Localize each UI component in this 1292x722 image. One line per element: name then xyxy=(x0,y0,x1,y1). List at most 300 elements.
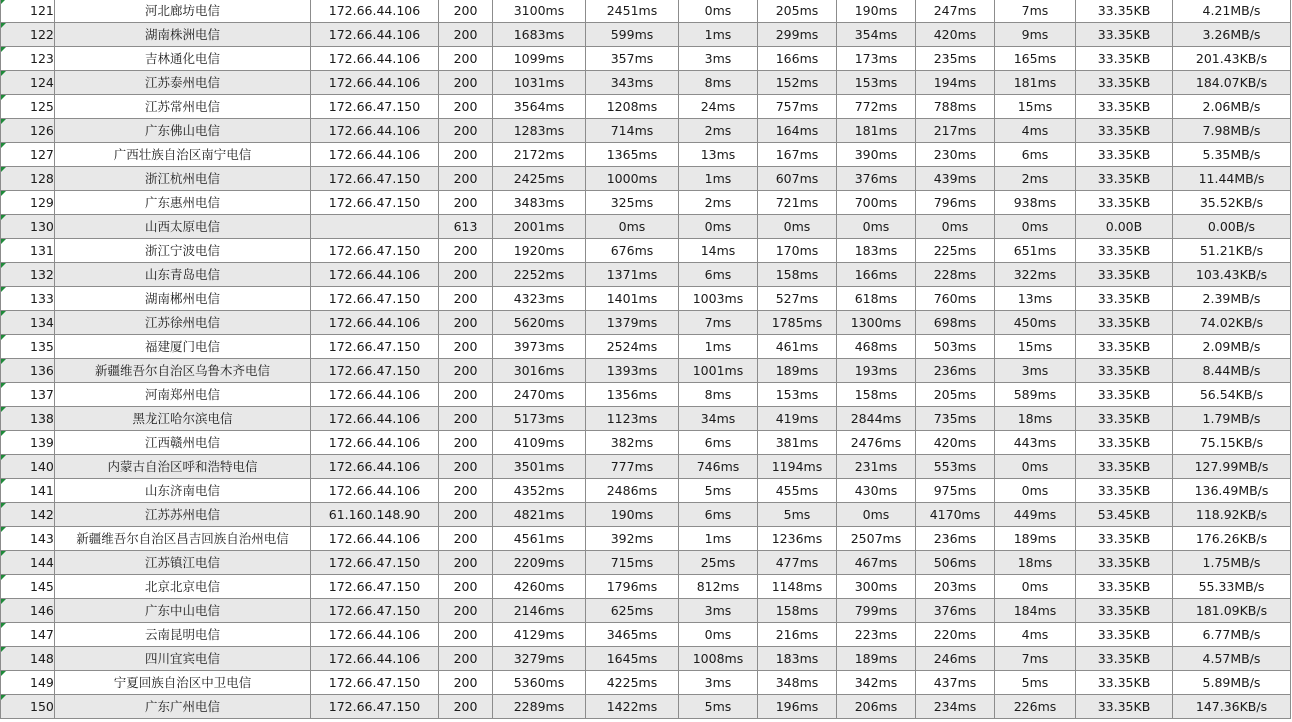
node-name-cell: 内蒙古自治区呼和浩特电信 xyxy=(55,455,311,479)
first-byte-time-cell: 2844ms xyxy=(837,407,916,431)
total-time-cell: 4352ms xyxy=(493,479,586,503)
size-cell: 33.35KB xyxy=(1076,359,1173,383)
time-cell-b: 7ms xyxy=(995,647,1076,671)
size-cell: 33.35KB xyxy=(1076,407,1173,431)
table-row[interactable] xyxy=(1,575,1291,599)
download-time-cell: 477ms xyxy=(758,551,837,575)
total-time-cell: 4129ms xyxy=(493,623,586,647)
node-name-cell: 广西壮族自治区南宁电信 xyxy=(55,143,311,167)
row-number-cell: 123 xyxy=(1,47,55,71)
row-number-cell: 131 xyxy=(1,239,55,263)
status-code-cell: 200 xyxy=(439,263,493,287)
resolve-time-cell: 1401ms xyxy=(586,287,679,311)
ip-address-cell: 172.66.44.106 xyxy=(311,623,439,647)
resolve-time-cell: 1000ms xyxy=(586,167,679,191)
connect-time-cell: 6ms xyxy=(679,503,758,527)
table-row[interactable] xyxy=(1,263,1291,287)
row-number-cell: 132 xyxy=(1,263,55,287)
resolve-time-cell: 2451ms xyxy=(586,0,679,23)
node-name-cell: 山东青岛电信 xyxy=(55,263,311,287)
ip-address-cell: 172.66.44.106 xyxy=(311,311,439,335)
status-code-cell: 200 xyxy=(439,479,493,503)
row-number-cell: 121 xyxy=(1,0,55,23)
node-name-cell: 吉林通化电信 xyxy=(55,47,311,71)
time-cell-b: 3ms xyxy=(995,359,1076,383)
total-time-cell: 5360ms xyxy=(493,671,586,695)
connect-time-cell: 6ms xyxy=(679,431,758,455)
table-row[interactable] xyxy=(1,215,1291,239)
status-code-cell: 200 xyxy=(439,383,493,407)
table-row[interactable] xyxy=(1,119,1291,143)
total-time-cell: 4260ms xyxy=(493,575,586,599)
node-name-cell: 湖南株洲电信 xyxy=(55,23,311,47)
total-time-cell: 3279ms xyxy=(493,647,586,671)
connect-time-cell: 34ms xyxy=(679,407,758,431)
table-row[interactable] xyxy=(1,671,1291,695)
resolve-time-cell: 343ms xyxy=(586,71,679,95)
time-cell-a: 4170ms xyxy=(916,503,995,527)
time-cell-b: 9ms xyxy=(995,23,1076,47)
speed-cell: 1.79MB/s xyxy=(1173,407,1291,431)
time-cell-b: 184ms xyxy=(995,599,1076,623)
total-time-cell: 4821ms xyxy=(493,503,586,527)
connect-time-cell: 0ms xyxy=(679,0,758,23)
status-code-cell: 200 xyxy=(439,23,493,47)
speed-cell: 8.44MB/s xyxy=(1173,359,1291,383)
table-row[interactable] xyxy=(1,695,1291,719)
ip-address-cell: 172.66.44.106 xyxy=(311,119,439,143)
table-row[interactable] xyxy=(1,359,1291,383)
download-time-cell: 721ms xyxy=(758,191,837,215)
download-time-cell: 166ms xyxy=(758,47,837,71)
total-time-cell: 2289ms xyxy=(493,695,586,719)
table-row[interactable] xyxy=(1,95,1291,119)
connect-time-cell: 5ms xyxy=(679,695,758,719)
node-name-cell: 四川宜宾电信 xyxy=(55,647,311,671)
connect-time-cell: 6ms xyxy=(679,263,758,287)
status-code-cell: 200 xyxy=(439,623,493,647)
download-time-cell: 158ms xyxy=(758,263,837,287)
table-row[interactable] xyxy=(1,287,1291,311)
status-code-cell: 200 xyxy=(439,287,493,311)
resolve-time-cell: 357ms xyxy=(586,47,679,71)
connect-time-cell: 0ms xyxy=(679,623,758,647)
time-cell-a: 788ms xyxy=(916,95,995,119)
size-cell: 33.35KB xyxy=(1076,167,1173,191)
time-cell-a: 796ms xyxy=(916,191,995,215)
row-number-cell: 140 xyxy=(1,455,55,479)
ip-address-cell: 172.66.44.106 xyxy=(311,47,439,71)
first-byte-time-cell: 0ms xyxy=(837,215,916,239)
speed-cell: 1.75MB/s xyxy=(1173,551,1291,575)
speed-cell: 5.35MB/s xyxy=(1173,143,1291,167)
time-cell-b: 15ms xyxy=(995,335,1076,359)
time-cell-b: 938ms xyxy=(995,191,1076,215)
table-row[interactable] xyxy=(1,335,1291,359)
time-cell-a: 247ms xyxy=(916,0,995,23)
time-cell-b: 4ms xyxy=(995,623,1076,647)
ip-address-cell: 172.66.44.106 xyxy=(311,527,439,551)
size-cell: 33.35KB xyxy=(1076,23,1173,47)
speed-cell: 7.98MB/s xyxy=(1173,119,1291,143)
time-cell-b: 0ms xyxy=(995,479,1076,503)
time-cell-b: 7ms xyxy=(995,0,1076,23)
download-time-cell: 5ms xyxy=(758,503,837,527)
resolve-time-cell: 325ms xyxy=(586,191,679,215)
ip-address-cell: 172.66.47.150 xyxy=(311,671,439,695)
speed-cell: 184.07KB/s xyxy=(1173,71,1291,95)
row-number-cell: 147 xyxy=(1,623,55,647)
total-time-cell: 4323ms xyxy=(493,287,586,311)
speed-cell: 75.15KB/s xyxy=(1173,431,1291,455)
time-cell-a: 975ms xyxy=(916,479,995,503)
time-cell-b: 443ms xyxy=(995,431,1076,455)
ip-address-cell: 172.66.47.150 xyxy=(311,551,439,575)
download-time-cell: 1194ms xyxy=(758,455,837,479)
download-time-cell: 1785ms xyxy=(758,311,837,335)
connect-time-cell: 812ms xyxy=(679,575,758,599)
download-time-cell: 1148ms xyxy=(758,575,837,599)
table-row[interactable] xyxy=(1,239,1291,263)
resolve-time-cell: 1365ms xyxy=(586,143,679,167)
connect-time-cell: 3ms xyxy=(679,671,758,695)
status-code-cell: 200 xyxy=(439,335,493,359)
row-number-cell: 137 xyxy=(1,383,55,407)
table-row[interactable] xyxy=(1,407,1291,431)
first-byte-time-cell: 390ms xyxy=(837,143,916,167)
speed-cell: 35.52KB/s xyxy=(1173,191,1291,215)
download-time-cell: 527ms xyxy=(758,287,837,311)
size-cell: 33.35KB xyxy=(1076,191,1173,215)
first-byte-time-cell: 342ms xyxy=(837,671,916,695)
size-cell: 33.35KB xyxy=(1076,623,1173,647)
time-cell-a: 230ms xyxy=(916,143,995,167)
connect-time-cell: 1ms xyxy=(679,335,758,359)
table-row[interactable] xyxy=(1,311,1291,335)
time-cell-b: 0ms xyxy=(995,575,1076,599)
resolve-time-cell: 1123ms xyxy=(586,407,679,431)
download-time-cell: 455ms xyxy=(758,479,837,503)
node-name-cell: 江苏徐州电信 xyxy=(55,311,311,335)
node-name-cell: 新疆维吾尔自治区乌鲁木齐电信 xyxy=(55,359,311,383)
ip-address-cell: 172.66.44.106 xyxy=(311,143,439,167)
ip-address-cell: 172.66.47.150 xyxy=(311,599,439,623)
speed-cell: 4.21MB/s xyxy=(1173,0,1291,23)
node-name-cell: 浙江宁波电信 xyxy=(55,239,311,263)
time-cell-b: 2ms xyxy=(995,167,1076,191)
size-cell: 33.35KB xyxy=(1076,311,1173,335)
speed-cell: 127.99MB/s xyxy=(1173,455,1291,479)
row-number-cell: 145 xyxy=(1,575,55,599)
connect-time-cell: 8ms xyxy=(679,71,758,95)
download-time-cell: 153ms xyxy=(758,383,837,407)
first-byte-time-cell: 618ms xyxy=(837,287,916,311)
speed-cell: 74.02KB/s xyxy=(1173,311,1291,335)
resolve-time-cell: 4225ms xyxy=(586,671,679,695)
status-code-cell: 200 xyxy=(439,575,493,599)
ip-address-cell xyxy=(311,215,439,239)
resolve-time-cell: 0ms xyxy=(586,215,679,239)
download-time-cell: 167ms xyxy=(758,143,837,167)
size-cell: 33.35KB xyxy=(1076,0,1173,23)
connect-time-cell: 13ms xyxy=(679,143,758,167)
time-cell-b: 165ms xyxy=(995,47,1076,71)
connect-time-cell: 1001ms xyxy=(679,359,758,383)
size-cell: 33.35KB xyxy=(1076,95,1173,119)
connect-time-cell: 0ms xyxy=(679,215,758,239)
resolve-time-cell: 1379ms xyxy=(586,311,679,335)
row-number-cell: 134 xyxy=(1,311,55,335)
status-code-cell: 200 xyxy=(439,167,493,191)
row-number-cell: 146 xyxy=(1,599,55,623)
total-time-cell: 2001ms xyxy=(493,215,586,239)
ip-address-cell: 172.66.44.106 xyxy=(311,647,439,671)
row-number-cell: 149 xyxy=(1,671,55,695)
total-time-cell: 4561ms xyxy=(493,527,586,551)
first-byte-time-cell: 189ms xyxy=(837,647,916,671)
node-name-cell: 浙江杭州电信 xyxy=(55,167,311,191)
download-time-cell: 183ms xyxy=(758,647,837,671)
row-number-cell: 122 xyxy=(1,23,55,47)
first-byte-time-cell: 153ms xyxy=(837,71,916,95)
ip-address-cell: 172.66.44.106 xyxy=(311,479,439,503)
speed-cell: 2.09MB/s xyxy=(1173,335,1291,359)
node-name-cell: 河南郑州电信 xyxy=(55,383,311,407)
speed-cell: 201.43KB/s xyxy=(1173,47,1291,71)
time-cell-a: 203ms xyxy=(916,575,995,599)
first-byte-time-cell: 0ms xyxy=(837,503,916,527)
ip-address-cell: 172.66.44.106 xyxy=(311,431,439,455)
total-time-cell: 1099ms xyxy=(493,47,586,71)
size-cell: 33.35KB xyxy=(1076,671,1173,695)
node-name-cell: 湖南郴州电信 xyxy=(55,287,311,311)
time-cell-a: 236ms xyxy=(916,527,995,551)
first-byte-time-cell: 173ms xyxy=(837,47,916,71)
results-table-body xyxy=(1,0,1291,719)
time-cell-b: 651ms xyxy=(995,239,1076,263)
total-time-cell: 2209ms xyxy=(493,551,586,575)
time-cell-a: 246ms xyxy=(916,647,995,671)
time-cell-b: 450ms xyxy=(995,311,1076,335)
first-byte-time-cell: 1300ms xyxy=(837,311,916,335)
table-row[interactable] xyxy=(1,0,1291,23)
speed-cell: 56.54KB/s xyxy=(1173,383,1291,407)
time-cell-a: 0ms xyxy=(916,215,995,239)
speed-cell: 181.09KB/s xyxy=(1173,599,1291,623)
size-cell: 33.35KB xyxy=(1076,335,1173,359)
download-time-cell: 205ms xyxy=(758,0,837,23)
total-time-cell: 5173ms xyxy=(493,407,586,431)
download-time-cell: 419ms xyxy=(758,407,837,431)
download-time-cell: 216ms xyxy=(758,623,837,647)
node-name-cell: 广东广州电信 xyxy=(55,695,311,719)
node-name-cell: 江苏常州电信 xyxy=(55,95,311,119)
first-byte-time-cell: 206ms xyxy=(837,695,916,719)
connect-time-cell: 3ms xyxy=(679,599,758,623)
connect-time-cell: 2ms xyxy=(679,191,758,215)
resolve-time-cell: 2486ms xyxy=(586,479,679,503)
status-code-cell: 200 xyxy=(439,359,493,383)
size-cell: 33.35KB xyxy=(1076,455,1173,479)
first-byte-time-cell: 354ms xyxy=(837,23,916,47)
total-time-cell: 3501ms xyxy=(493,455,586,479)
table-row[interactable] xyxy=(1,623,1291,647)
table-row[interactable] xyxy=(1,431,1291,455)
first-byte-time-cell: 700ms xyxy=(837,191,916,215)
ip-address-cell: 172.66.47.150 xyxy=(311,287,439,311)
download-time-cell: 189ms xyxy=(758,359,837,383)
connect-time-cell: 8ms xyxy=(679,383,758,407)
download-time-cell: 164ms xyxy=(758,119,837,143)
table-row[interactable] xyxy=(1,647,1291,671)
download-time-cell: 152ms xyxy=(758,71,837,95)
first-byte-time-cell: 376ms xyxy=(837,167,916,191)
time-cell-a: 228ms xyxy=(916,263,995,287)
time-cell-b: 322ms xyxy=(995,263,1076,287)
status-code-cell: 200 xyxy=(439,311,493,335)
download-time-cell: 158ms xyxy=(758,599,837,623)
time-cell-a: 220ms xyxy=(916,623,995,647)
time-cell-a: 420ms xyxy=(916,431,995,455)
ip-address-cell: 172.66.44.106 xyxy=(311,263,439,287)
connect-time-cell: 1ms xyxy=(679,527,758,551)
size-cell: 33.35KB xyxy=(1076,431,1173,455)
table-row[interactable] xyxy=(1,455,1291,479)
connect-time-cell: 1ms xyxy=(679,23,758,47)
first-byte-time-cell: 223ms xyxy=(837,623,916,647)
total-time-cell: 1031ms xyxy=(493,71,586,95)
total-time-cell: 5620ms xyxy=(493,311,586,335)
resolve-time-cell: 1208ms xyxy=(586,95,679,119)
time-cell-a: 506ms xyxy=(916,551,995,575)
ip-address-cell: 172.66.44.106 xyxy=(311,407,439,431)
status-code-cell: 200 xyxy=(439,95,493,119)
connect-time-cell: 1003ms xyxy=(679,287,758,311)
ip-address-cell: 172.66.47.150 xyxy=(311,95,439,119)
time-cell-a: 217ms xyxy=(916,119,995,143)
download-time-cell: 0ms xyxy=(758,215,837,239)
first-byte-time-cell: 2507ms xyxy=(837,527,916,551)
total-time-cell: 3100ms xyxy=(493,0,586,23)
total-time-cell: 3016ms xyxy=(493,359,586,383)
ip-address-cell: 172.66.47.150 xyxy=(311,695,439,719)
row-number-cell: 133 xyxy=(1,287,55,311)
row-number-cell: 139 xyxy=(1,431,55,455)
table-row[interactable] xyxy=(1,527,1291,551)
total-time-cell: 2470ms xyxy=(493,383,586,407)
node-name-cell: 福建厦门电信 xyxy=(55,335,311,359)
node-name-cell: 宁夏回族自治区中卫电信 xyxy=(55,671,311,695)
total-time-cell: 2146ms xyxy=(493,599,586,623)
resolve-time-cell: 1422ms xyxy=(586,695,679,719)
table-row[interactable] xyxy=(1,479,1291,503)
connect-time-cell: 2ms xyxy=(679,119,758,143)
table-row[interactable] xyxy=(1,551,1291,575)
size-cell: 33.35KB xyxy=(1076,239,1173,263)
node-name-cell: 山东济南电信 xyxy=(55,479,311,503)
time-cell-b: 0ms xyxy=(995,455,1076,479)
speed-cell: 55.33MB/s xyxy=(1173,575,1291,599)
table-row[interactable] xyxy=(1,47,1291,71)
row-number-cell: 141 xyxy=(1,479,55,503)
table-row[interactable] xyxy=(1,383,1291,407)
row-number-cell: 136 xyxy=(1,359,55,383)
time-cell-b: 18ms xyxy=(995,407,1076,431)
speed-cell: 51.21KB/s xyxy=(1173,239,1291,263)
time-cell-a: 236ms xyxy=(916,359,995,383)
size-cell: 33.35KB xyxy=(1076,71,1173,95)
size-cell: 33.35KB xyxy=(1076,383,1173,407)
time-cell-a: 735ms xyxy=(916,407,995,431)
table-row[interactable] xyxy=(1,503,1291,527)
download-time-cell: 196ms xyxy=(758,695,837,719)
first-byte-time-cell: 166ms xyxy=(837,263,916,287)
size-cell: 33.35KB xyxy=(1076,479,1173,503)
total-time-cell: 1920ms xyxy=(493,239,586,263)
row-number-cell: 135 xyxy=(1,335,55,359)
speed-cell: 118.92KB/s xyxy=(1173,503,1291,527)
time-cell-a: 420ms xyxy=(916,23,995,47)
first-byte-time-cell: 158ms xyxy=(837,383,916,407)
total-time-cell: 3564ms xyxy=(493,95,586,119)
status-code-cell: 613 xyxy=(439,215,493,239)
time-cell-a: 503ms xyxy=(916,335,995,359)
download-time-cell: 757ms xyxy=(758,95,837,119)
first-byte-time-cell: 772ms xyxy=(837,95,916,119)
size-cell: 33.35KB xyxy=(1076,527,1173,551)
size-cell: 33.35KB xyxy=(1076,263,1173,287)
resolve-time-cell: 625ms xyxy=(586,599,679,623)
first-byte-time-cell: 300ms xyxy=(837,575,916,599)
time-cell-a: 439ms xyxy=(916,167,995,191)
node-name-cell: 江苏苏州电信 xyxy=(55,503,311,527)
resolve-time-cell: 1645ms xyxy=(586,647,679,671)
resolve-time-cell: 777ms xyxy=(586,455,679,479)
node-name-cell: 江苏泰州电信 xyxy=(55,71,311,95)
time-cell-b: 189ms xyxy=(995,527,1076,551)
table-row[interactable] xyxy=(1,71,1291,95)
ip-address-cell: 172.66.47.150 xyxy=(311,359,439,383)
table-row[interactable] xyxy=(1,167,1291,191)
node-name-cell: 广东中山电信 xyxy=(55,599,311,623)
time-cell-b: 226ms xyxy=(995,695,1076,719)
status-code-cell: 200 xyxy=(439,119,493,143)
resolve-time-cell: 382ms xyxy=(586,431,679,455)
connect-time-cell: 746ms xyxy=(679,455,758,479)
time-cell-a: 760ms xyxy=(916,287,995,311)
table-row[interactable] xyxy=(1,23,1291,47)
first-byte-time-cell: 430ms xyxy=(837,479,916,503)
status-code-cell: 200 xyxy=(439,599,493,623)
row-number-cell: 150 xyxy=(1,695,55,719)
size-cell: 33.35KB xyxy=(1076,143,1173,167)
speed-cell: 176.26KB/s xyxy=(1173,527,1291,551)
resolve-time-cell: 1796ms xyxy=(586,575,679,599)
table-row[interactable] xyxy=(1,191,1291,215)
table-row[interactable] xyxy=(1,143,1291,167)
resolve-time-cell: 392ms xyxy=(586,527,679,551)
status-code-cell: 200 xyxy=(439,527,493,551)
table-row[interactable] xyxy=(1,599,1291,623)
status-code-cell: 200 xyxy=(439,47,493,71)
size-cell: 33.35KB xyxy=(1076,287,1173,311)
node-name-cell: 河北廊坊电信 xyxy=(55,0,311,23)
row-number-cell: 144 xyxy=(1,551,55,575)
connect-time-cell: 1008ms xyxy=(679,647,758,671)
download-time-cell: 1236ms xyxy=(758,527,837,551)
speed-cell: 136.49MB/s xyxy=(1173,479,1291,503)
node-name-cell: 黑龙江哈尔滨电信 xyxy=(55,407,311,431)
